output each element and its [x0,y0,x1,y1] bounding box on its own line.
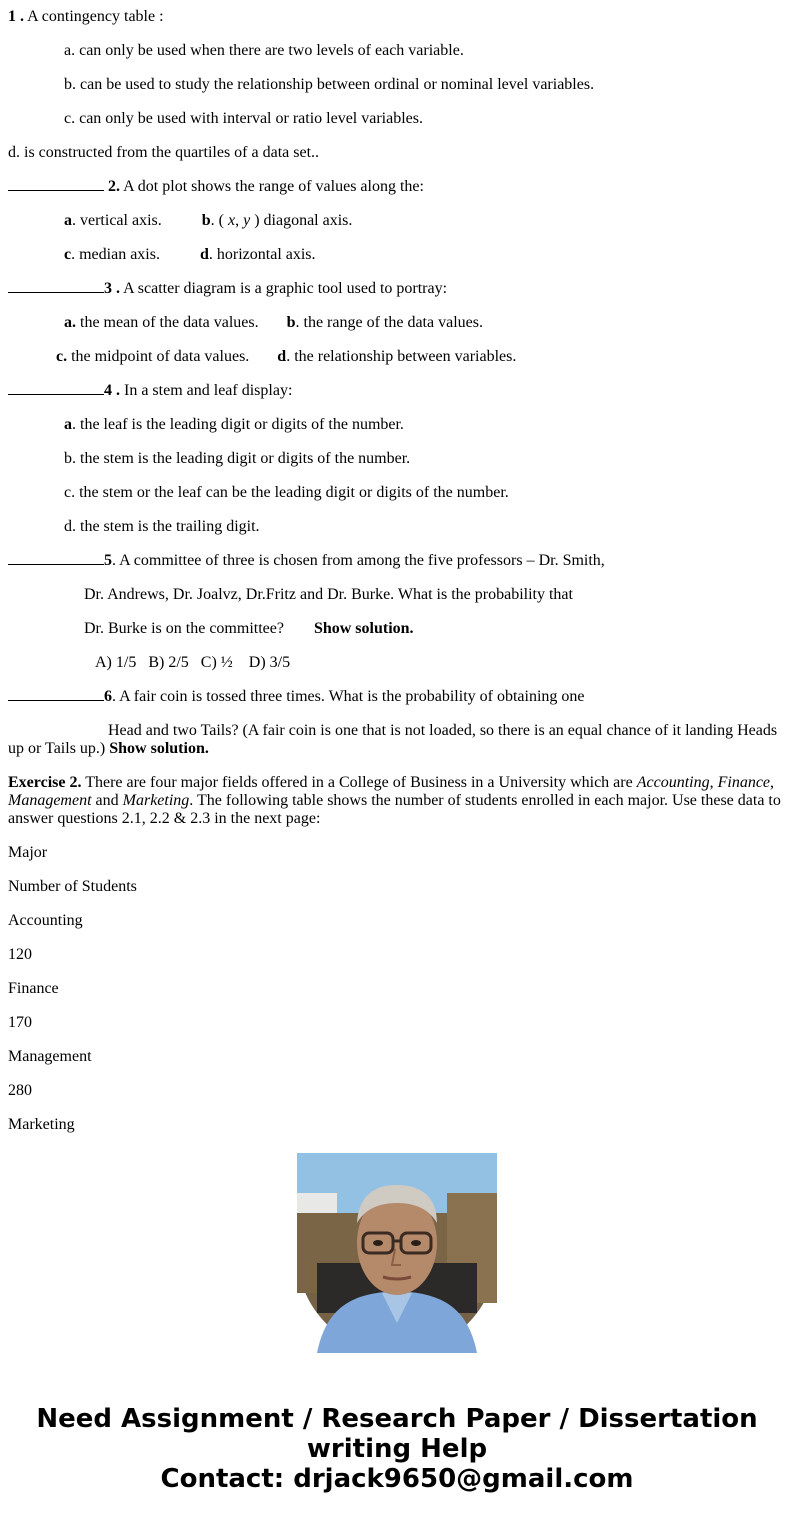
field-name: Marketing [122,792,190,809]
avatar [297,1153,497,1353]
option-text: x [227,212,236,229]
exercise-text: , [709,774,714,791]
option-text: ) diagonal axis. [254,212,353,229]
question-4 [8,382,782,400]
question-3-stem: A scatter diagram is a graphic tool used to portray: [123,280,448,297]
option-key: b [286,314,296,331]
answer-blank [8,382,104,395]
question-1-stem: A contingency table : [27,8,164,25]
question-5-text: Dr. Andrews, Dr. Joalvz, Dr.Fritz and Dr. Burke. What is the probability that [84,586,573,603]
table-header-major: Major [8,844,48,861]
promo-line-2: writing Help [306,1434,488,1464]
question-1-option-a: a. can only be used when there are two levels of each variable. [64,42,464,59]
field-name: Accounting [636,774,710,791]
option-key: a [64,212,72,229]
option-key: b [201,212,211,229]
question-4-option-c: c. the stem or the leaf can be the leading digit or digits of the number. [64,484,509,501]
option-text: . the range of the data values. [295,314,483,331]
question-4-option-d: d. the stem is the trailing digit. [64,518,260,535]
question-4-option-b: b. the stem is the leading digit or digits of the number. [64,450,411,467]
question-4-number: 4 . [104,382,120,399]
question-2 [8,178,782,196]
question-2-options-cd [64,246,782,264]
question-4-stem: In a stem and leaf display: [124,382,293,399]
option-text: . the relationship between variables. [286,348,517,365]
question-5 [8,552,782,570]
table-cell: Accounting [8,912,83,929]
answer-blank [8,688,104,701]
question-3-number: 3 . [104,280,120,297]
question-3-options-ab [64,314,782,332]
field-name: Management [8,792,92,809]
exercise-text: There are four major fields offered in a College of Business in a University which are [85,774,633,791]
option-key: a [64,416,72,433]
question-1-option-b: b. can be used to study the relationship between ordinal or nominal level variables. [64,76,595,93]
table-cell: 120 [8,946,32,963]
promo-contact: Contact: drjack9650@gmail.com [160,1464,634,1494]
question-1 [8,8,782,26]
exercise-text: and [95,792,119,809]
field-name: Finance [717,774,771,791]
option-text: . median axis. [71,246,160,263]
table-cell: Management [8,1048,92,1065]
question-5-text: . A committee of three is chosen from among the five professors – Dr. Smith, [112,552,605,569]
question-6-text-line: Head and two Tails? (A fair coin is one that is not loaded, so there is an equal chance of it landing Heads up or Tails up.) [8,722,778,757]
option-key: a. [64,314,76,331]
question-5-text-line: Dr. Burke is on the committee? [84,620,284,637]
option-key: d [199,246,209,263]
question-5-number: 5 [104,552,112,569]
table-header-count: Number of Students [8,878,137,895]
show-solution-link[interactable]: Show solution. [313,620,414,637]
question-6-text [8,722,782,758]
answer-blank [8,280,104,293]
option-key: c [64,246,72,263]
answer-blank [8,178,104,191]
question-2-number: 2. [108,178,120,195]
question-1-option-d: d. is constructed from the quartiles of a data set.. [8,144,320,161]
question-3 [8,280,782,298]
question-6-number: 6 [104,688,112,705]
option-key: c. [56,348,68,365]
exercise-label: Exercise 2. [8,774,82,791]
question-6-text: . A fair coin is tossed three times. What is the probability of obtaining one [112,688,585,705]
option-text: . ( [210,212,224,229]
option-text: the midpoint of data values. [71,348,250,365]
table-cell: 170 [8,1014,32,1031]
exercise-text: . The following table shows the number of students enrolled in each major. Use these data to answer questions 2.1, 2.2 & 2.3 in the next page: [8,792,781,827]
question-6 [8,688,782,706]
table-cell: 280 [8,1082,32,1099]
promo-line-1: Need Assignment / Research Paper / Dissertation [36,1404,758,1434]
option-text: . horizontal axis. [208,246,316,263]
exercise-text: , [770,774,775,791]
option-key: d [277,348,287,365]
option-text: y [243,212,251,229]
avatar-portrait [297,1153,497,1353]
question-5-choices: A) 1/5 B) 2/5 C) ½ D) 3/5 [95,654,291,671]
question-1-option-c: c. can only be used with interval or ratio level variables. [64,110,423,127]
question-1-number: 1 . [8,8,24,25]
question-3-options-cd [56,348,782,366]
question-2-stem: A dot plot shows the range of values along the: [123,178,424,195]
question-2-options-ab [64,212,782,230]
question-5-text [84,620,782,638]
exercise-2 [8,774,782,828]
option-text: . the leaf is the leading digit or digits of the number. [72,416,404,433]
option-text: , [235,212,240,229]
option-text: the mean of the data values. [80,314,259,331]
answer-blank [8,552,104,565]
show-solution-link[interactable]: Show solution. [109,740,209,757]
option-text: . vertical axis. [72,212,162,229]
table-cell: Finance [8,980,59,997]
table-cell: Marketing [8,1116,75,1133]
question-4-option-a [64,416,782,434]
